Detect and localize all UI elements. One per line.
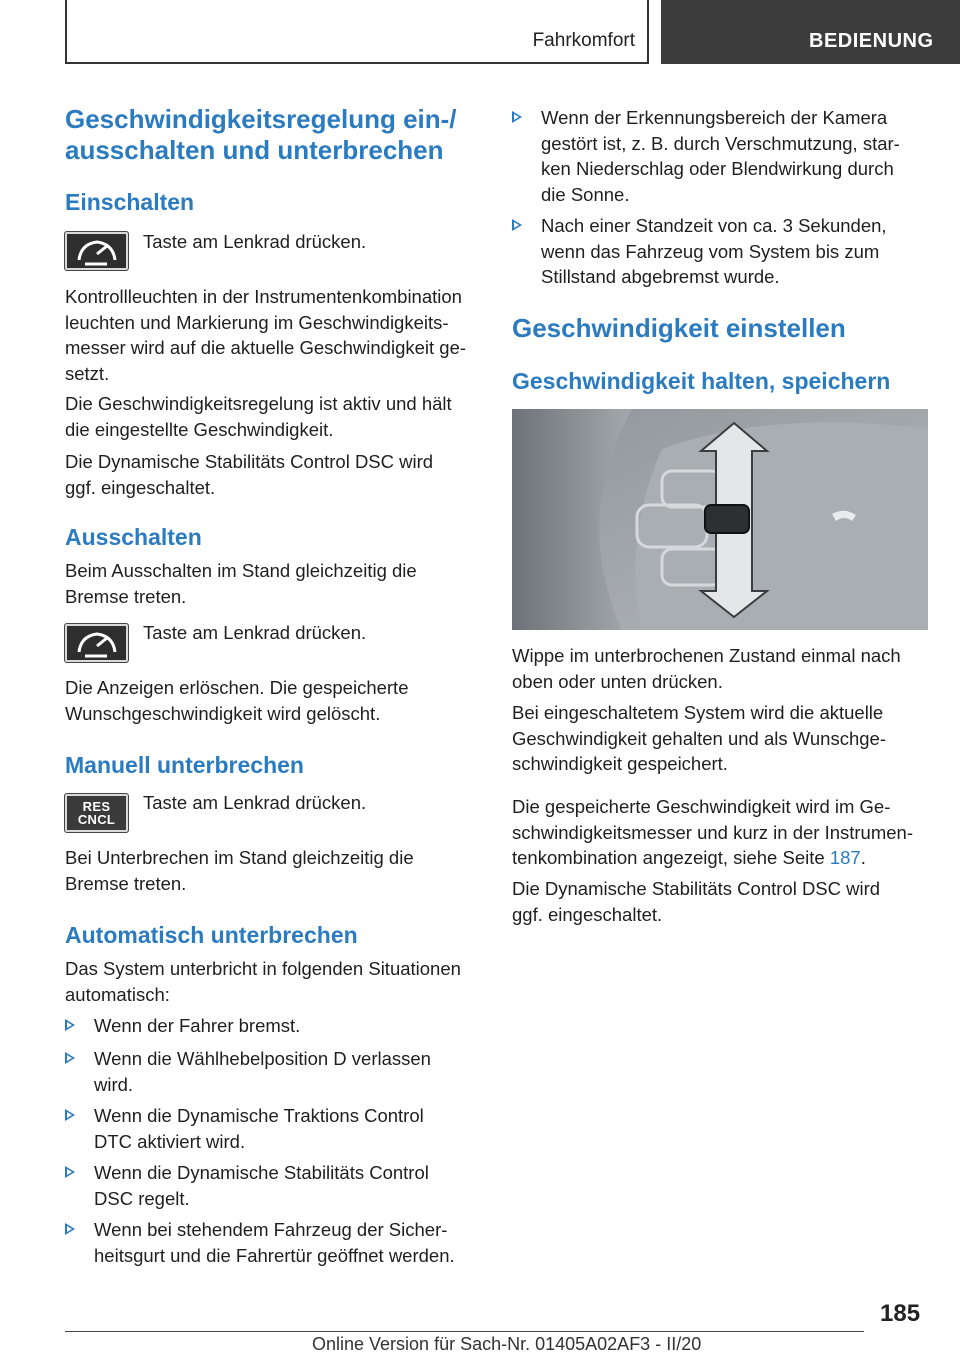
list-item-text: Wenn bei stehendem Fahrzeug der Sicher‐ bbox=[94, 1219, 448, 1240]
triangle-bullet-icon bbox=[65, 1052, 75, 1064]
text-line: schwindigkeit gespeichert. bbox=[512, 753, 728, 774]
halten-paragraph-2 bbox=[512, 700, 886, 777]
text-line: Das System unterbricht in folgenden Situationen bbox=[65, 958, 461, 979]
halten-paragraph-4 bbox=[512, 876, 880, 927]
speedometer-car-icon bbox=[67, 234, 126, 268]
list-item-text: DSC regelt. bbox=[94, 1187, 190, 1209]
ausschalten-paragraph-2 bbox=[65, 675, 409, 726]
list-item-text: Stillstand abgebremst wurde. bbox=[541, 266, 780, 287]
text-line: Die Anzeigen erlöschen. Die gespeicherte bbox=[65, 677, 409, 698]
list-item-text: Nach einer Standzeit von ca. 3 Sekunden, bbox=[541, 215, 887, 236]
triangle-bullet-icon bbox=[512, 219, 522, 231]
einschalten-paragraph-3 bbox=[65, 449, 433, 500]
text-line: Beim Ausschalten im Stand gleichzeitig die bbox=[65, 560, 417, 581]
list-item bbox=[65, 1160, 485, 1211]
triangle-bullet-icon bbox=[512, 111, 522, 123]
text-line: leuchten und Markierung im Geschwindigkeits‐ bbox=[65, 311, 449, 333]
list-item-text: Wenn der Fahrer bremst. bbox=[94, 1015, 301, 1036]
ausschalten-paragraph-1 bbox=[65, 558, 417, 609]
list-item bbox=[65, 1103, 485, 1154]
text-line: Bremse treten. bbox=[65, 585, 187, 607]
list-item-text: wenn das Fahrzeug vom System bis zum bbox=[541, 240, 880, 262]
text-line: setzt. bbox=[65, 362, 110, 384]
halten-paragraph-1 bbox=[512, 643, 901, 694]
text-line: ggf. eingeschaltet. bbox=[512, 903, 663, 925]
cruise-control-button-icon bbox=[65, 624, 128, 662]
manuell-paragraph-1 bbox=[65, 845, 414, 896]
list-item-text: ken Niederschlag oder Blendwirkung durch bbox=[541, 158, 894, 179]
page-title-line-1: Geschwindigkeitsregelung ein-/ bbox=[65, 104, 457, 134]
triangle-bullet-icon bbox=[65, 1166, 75, 1178]
einschalten-paragraph-1 bbox=[65, 284, 485, 386]
text-line: Die Dynamische Stabilitäts Control DSC wird bbox=[512, 878, 881, 899]
list-item-text: Wenn der Erkennungsbereich der Kamera bbox=[541, 107, 888, 128]
res-label: RES bbox=[82, 799, 111, 814]
einschalten-icon-caption: Taste am Lenkrad drücken. bbox=[143, 231, 367, 252]
text-line: tenkombination angezeigt, siehe Seite bbox=[512, 847, 830, 868]
list-item bbox=[65, 1046, 485, 1097]
text-line: Bremse treten. bbox=[65, 872, 187, 894]
text-line: ggf. eingeschaltet. bbox=[65, 476, 216, 498]
heading-manuell-unterbrechen: Manuell unterbrechen bbox=[65, 752, 304, 778]
list-item-text: wird. bbox=[94, 1073, 134, 1095]
einschalten-paragraph-2 bbox=[65, 391, 452, 442]
triangle-bullet-icon bbox=[65, 1019, 75, 1031]
text-line: die eingestellte Geschwindigkeit. bbox=[65, 418, 334, 440]
list-item-text: DTC aktiviert wird. bbox=[94, 1130, 246, 1152]
list-item bbox=[512, 213, 928, 290]
footer-online-version: Online Version für Sach-Nr. 01405A02AF3 - II/20 bbox=[312, 1334, 702, 1354]
list-item-text: Wenn die Dynamische Stabilitäts Control bbox=[94, 1162, 429, 1183]
cruise-control-button-icon bbox=[65, 232, 128, 270]
header-section-title: Fahrkomfort bbox=[532, 30, 635, 51]
list-item-text: die Sonne. bbox=[541, 183, 630, 205]
text-line: Bei Unterbrechen im Stand gleichzeitig die bbox=[65, 847, 414, 868]
automatisch-intro bbox=[65, 956, 485, 1007]
text-line: Wippe im unterbrochenen Zustand einmal nach bbox=[512, 645, 901, 666]
heading-automatisch-unterbrechen: Automatisch unterbrechen bbox=[65, 922, 358, 948]
triangle-bullet-icon bbox=[65, 1109, 75, 1121]
ausschalten-icon-caption: Taste am Lenkrad drücken. bbox=[143, 622, 367, 643]
text-line: schwindigkeitsmesser und kurz in der Instrumen‐ bbox=[512, 821, 913, 843]
header-section-box bbox=[65, 0, 649, 64]
halten-paragraph-3 bbox=[512, 794, 932, 871]
steering-wheel-rocker-illustration bbox=[512, 409, 928, 630]
page-reference-link[interactable]: 187 bbox=[829, 847, 861, 868]
heading-ausschalten: Ausschalten bbox=[65, 524, 202, 550]
text-line: . bbox=[860, 847, 866, 868]
list-item bbox=[65, 1217, 485, 1268]
triangle-bullet-icon bbox=[65, 1223, 75, 1235]
text-line: Bei eingeschaltetem System wird die aktuelle bbox=[512, 702, 884, 723]
manuell-icon-caption: Taste am Lenkrad drücken. bbox=[143, 792, 367, 813]
list-item-text: gestört ist, z. B. durch Verschmutzung, star‐ bbox=[541, 132, 900, 154]
section-title-geschwindigkeit-einstellen: Geschwindigkeit einstellen bbox=[512, 313, 846, 343]
text-line: Kontrollleuchten in der Instrumentenkombination bbox=[65, 286, 462, 307]
footer-divider bbox=[65, 1331, 864, 1332]
text-line: Die Dynamische Stabilitäts Control DSC wird bbox=[65, 451, 434, 472]
text-line: Die Geschwindigkeitsregelung ist aktiv und hält bbox=[65, 393, 452, 414]
text-line: Die gespeicherte Geschwindigkeit wird im Ge‐ bbox=[512, 796, 891, 817]
page-number: 185 bbox=[880, 1300, 921, 1327]
header-chapter-title: BEDIENUNG bbox=[809, 30, 934, 52]
steering-wheel-rocker-photo bbox=[512, 409, 928, 630]
text-line: automatisch: bbox=[65, 983, 170, 1005]
heading-einschalten: Einschalten bbox=[65, 189, 195, 215]
text-line: oben oder unten drücken. bbox=[512, 670, 723, 692]
list-item-text: Wenn die Dynamische Traktions Control bbox=[94, 1105, 424, 1126]
cncl-label: CNCL bbox=[77, 812, 116, 827]
list-item bbox=[65, 1013, 485, 1039]
list-item bbox=[512, 105, 928, 207]
text-line: messer wird auf die aktuelle Geschwindigkeit ge‐ bbox=[65, 337, 467, 358]
text-line: Geschwindigkeit gehalten und als Wunschge‐ bbox=[512, 727, 886, 749]
header-chapter-tab bbox=[661, 0, 960, 64]
list-item-text: heitsgurt und die Fahrertür geöffnet werden. bbox=[94, 1244, 455, 1266]
list-item-text: Wenn die Wählhebelposition D verlassen bbox=[94, 1048, 431, 1069]
res-cncl-button-icon bbox=[65, 794, 128, 832]
page-title-line-2: ausschalten und unterbrechen bbox=[65, 135, 444, 165]
text-line: Wunschgeschwindigkeit wird gelöscht. bbox=[65, 702, 381, 724]
speedometer-car-icon bbox=[67, 626, 126, 660]
heading-geschwindigkeit-halten: Geschwindigkeit halten, speichern bbox=[512, 368, 891, 394]
page-title bbox=[65, 104, 457, 166]
